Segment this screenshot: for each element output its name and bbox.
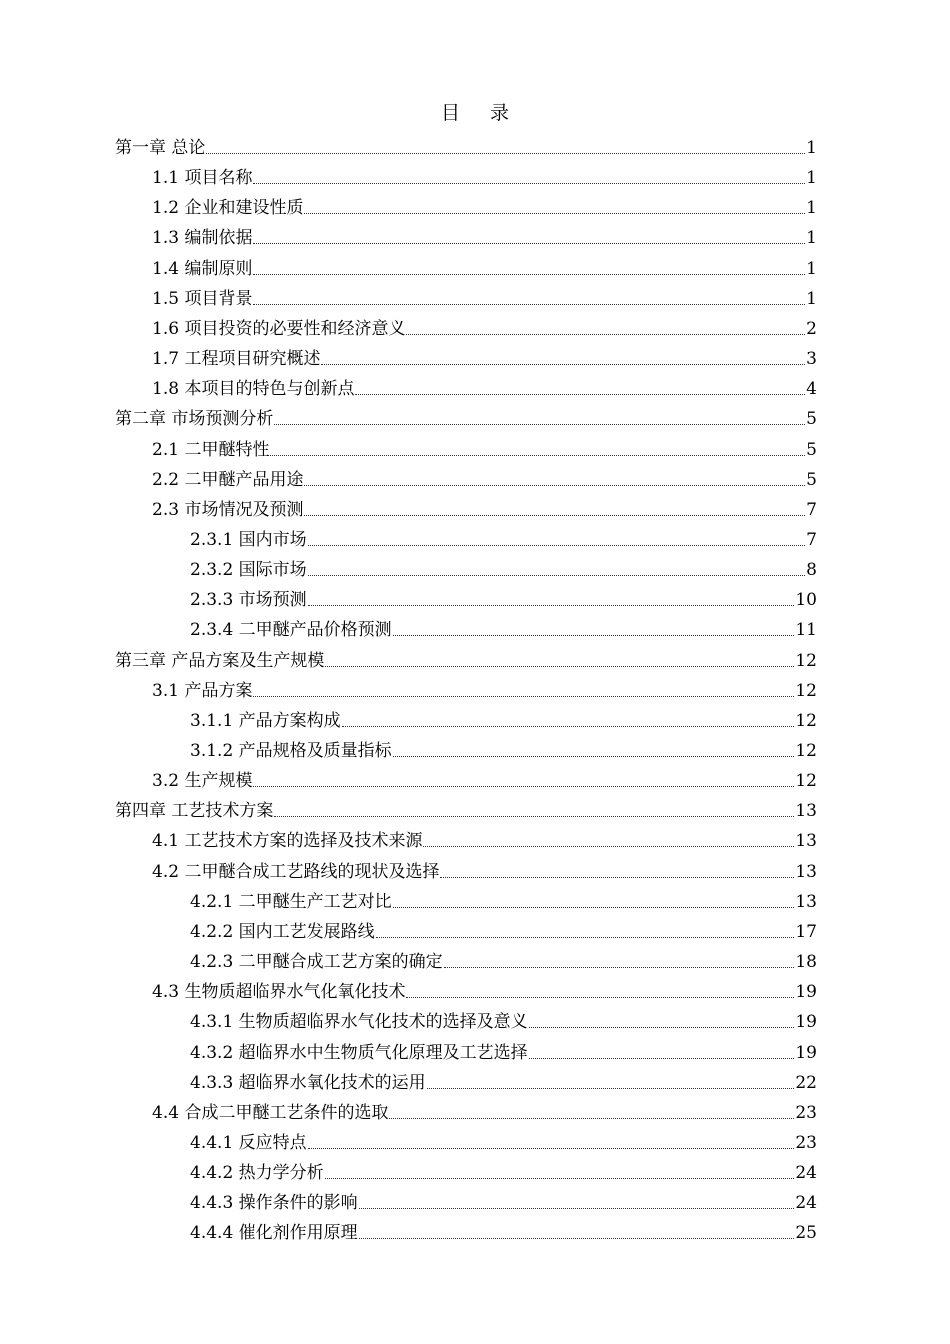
- toc-dot-leader: [406, 334, 805, 335]
- toc-entry-page-number: 7: [806, 499, 817, 520]
- toc-dot-leader: [393, 756, 795, 757]
- toc-entry-label: 2.2 二甲醚产品用途: [152, 469, 304, 490]
- toc-dot-leader: [304, 213, 805, 214]
- toc-entry[interactable]: [152, 826, 817, 852]
- toc-entry-page-number: 1: [806, 168, 817, 189]
- toc-entry[interactable]: [152, 435, 817, 461]
- toc-dot-leader: [325, 1178, 795, 1179]
- toc-entry[interactable]: [190, 887, 817, 913]
- toc-dot-leader: [342, 726, 795, 727]
- toc-entry[interactable]: [115, 796, 817, 822]
- toc-dot-leader: [253, 786, 794, 787]
- toc-dot-leader: [359, 1208, 795, 1209]
- toc-dot-leader: [423, 846, 794, 847]
- toc-entry[interactable]: [190, 1188, 817, 1214]
- toc-entry[interactable]: [152, 314, 817, 340]
- toc-dot-leader: [376, 937, 795, 938]
- toc-dot-leader: [270, 455, 805, 456]
- toc-entry-label: 3.1.2 产品规格及质量指标: [190, 741, 392, 761]
- toc-entry-label: 1.4 编制原则: [152, 258, 253, 279]
- toc-dot-leader: [274, 816, 794, 817]
- toc-entry-page-number: 2: [806, 318, 817, 339]
- toc-entry-page-number: 19: [795, 1042, 817, 1063]
- toc-entry-page-number: 12: [795, 650, 817, 671]
- toc-entry[interactable]: [152, 857, 817, 883]
- toc-entry-page-number: 1: [806, 138, 817, 158]
- toc-dot-leader: [325, 666, 794, 667]
- toc-dot-leader: [253, 304, 805, 305]
- toc-entry-page-number: 11: [795, 620, 817, 641]
- toc-entry[interactable]: [190, 947, 817, 973]
- toc-entry[interactable]: [190, 555, 817, 581]
- toc-entry-label: 第四章 工艺技术方案: [115, 801, 274, 822]
- toc-entry[interactable]: [152, 163, 817, 189]
- toc-dot-leader: [393, 907, 795, 908]
- toc-dot-leader: [444, 967, 795, 968]
- toc-entry-page-number: 13: [795, 801, 817, 822]
- toc-dot-leader: [359, 1238, 795, 1239]
- toc-entry-label: 4.2.1 二甲醚生产工艺对比: [190, 891, 392, 912]
- toc-entry-page-number: 8: [806, 560, 817, 581]
- toc-entry[interactable]: [190, 1158, 817, 1184]
- toc-entry-label: 第二章 市场预测分析: [115, 409, 274, 430]
- toc-entry-page-number: 7: [806, 529, 817, 550]
- toc-entry-label: 4.3 生物质超临界水气化氧化技术: [152, 982, 406, 1003]
- toc-entry-page-number: 12: [795, 741, 817, 761]
- toc-entry-page-number: 5: [806, 409, 817, 430]
- toc-entry-page-number: 10: [795, 590, 817, 611]
- toc-entry[interactable]: [190, 736, 817, 762]
- toc-entry-label: 2.3.3 市场预测: [190, 590, 307, 611]
- toc-entry-page-number: 24: [795, 1193, 817, 1214]
- toc-entry-label: 4.4.3 操作条件的影响: [190, 1193, 358, 1214]
- toc-dot-leader: [274, 424, 805, 425]
- toc-entry[interactable]: [152, 254, 817, 280]
- toc-dot-leader: [321, 364, 805, 365]
- toc-entry-page-number: 25: [795, 1223, 817, 1244]
- toc-entry-label: 3.2 生产规模: [152, 771, 253, 792]
- toc-entry-label: 2.3.1 国内市场: [190, 529, 307, 550]
- toc-dot-leader: [304, 515, 805, 516]
- toc-entry-page-number: 12: [795, 680, 817, 701]
- toc-dot-leader: [253, 696, 794, 697]
- toc-entry-label: 4.4.4 催化剂作用原理: [190, 1223, 358, 1244]
- toc-entry[interactable]: [152, 193, 817, 219]
- toc-entry-page-number: 12: [795, 771, 817, 792]
- toc-entry[interactable]: [190, 917, 817, 943]
- toc-dot-leader: [206, 153, 805, 154]
- toc-entry[interactable]: [190, 1007, 817, 1033]
- toc-entry-page-number: 22: [795, 1072, 817, 1093]
- toc-entry[interactable]: [152, 223, 817, 249]
- toc-entry-page-number: 1: [806, 288, 817, 309]
- toc-entry-label: 2.3.2 国际市场: [190, 560, 307, 581]
- toc-entry[interactable]: [152, 495, 817, 521]
- toc-entry-label: 4.2 二甲醚合成工艺路线的现状及选择: [152, 861, 440, 882]
- toc-dot-leader: [440, 877, 794, 878]
- toc-entry-label: 4.2.3 二甲醚合成工艺方案的确定: [190, 952, 443, 973]
- toc-entry[interactable]: [152, 676, 817, 702]
- toc-entry-page-number: 3: [806, 349, 817, 370]
- toc-entry[interactable]: [152, 284, 817, 310]
- toc-entry[interactable]: [152, 374, 817, 400]
- toc-entry-label: 1.6 项目投资的必要性和经济意义: [152, 318, 406, 339]
- toc-entry-label: 4.3.1 生物质超临界水气化技术的选择及意义: [190, 1012, 528, 1033]
- toc-dot-leader: [308, 605, 795, 606]
- toc-entry[interactable]: [190, 585, 817, 611]
- toc-entry-label: 4.4 合成二甲醚工艺条件的选取: [152, 1102, 389, 1123]
- toc-dot-leader: [393, 635, 795, 636]
- toc-entry-page-number: 23: [795, 1102, 817, 1123]
- toc-dot-leader: [308, 1148, 795, 1149]
- toc-dot-leader: [406, 997, 794, 998]
- toc-entry[interactable]: [152, 344, 817, 370]
- toc-entry-page-number: 5: [806, 439, 817, 460]
- toc-entry-label: 2.3 市场情况及预测: [152, 499, 304, 520]
- toc-entry[interactable]: [190, 615, 817, 641]
- toc-entry-page-number: 19: [795, 1012, 817, 1033]
- toc-entry-label: 2.1 二甲醚特性: [152, 439, 270, 460]
- toc-entry-label: 1.2 企业和建设性质: [152, 198, 304, 219]
- toc-entry[interactable]: [115, 646, 817, 672]
- toc-entry-label: 第一章 总论: [115, 138, 206, 158]
- toc-entry-page-number: 4: [806, 379, 817, 400]
- toc-entry-page-number: 5: [806, 469, 817, 490]
- toc-dot-leader: [304, 485, 805, 486]
- toc-entry-page-number: 1: [806, 258, 817, 279]
- toc-entry-label: 1.8 本项目的特色与创新点: [152, 379, 355, 400]
- toc-entry[interactable]: [152, 766, 817, 792]
- toc-entry[interactable]: [152, 465, 817, 491]
- toc-dot-leader: [253, 243, 805, 244]
- toc-entry[interactable]: [115, 133, 817, 159]
- toc-dot-leader: [389, 1118, 794, 1119]
- toc-entry[interactable]: [190, 706, 817, 732]
- toc-entry[interactable]: [115, 404, 817, 430]
- toc-entry-page-number: 1: [806, 198, 817, 219]
- toc-entry-page-number: 24: [795, 1163, 817, 1184]
- toc-entry-page-number: 13: [795, 861, 817, 882]
- toc-dot-leader: [529, 1058, 795, 1059]
- toc-entry-label: 4.3.2 超临界水中生物质气化原理及工艺选择: [190, 1042, 528, 1063]
- toc-entry-page-number: 23: [795, 1132, 817, 1153]
- toc-entry-label: 4.4.2 热力学分析: [190, 1163, 324, 1184]
- toc-entry-label: 2.3.4 二甲醚产品价格预测: [190, 620, 392, 641]
- toc-entry[interactable]: [190, 525, 817, 551]
- toc-dot-leader: [529, 1027, 795, 1028]
- toc-entry-label: 第三章 产品方案及生产规模: [115, 650, 325, 671]
- toc-entry-label: 4.3.3 超临界水氧化技术的运用: [190, 1072, 426, 1093]
- toc-dot-leader: [253, 274, 805, 275]
- toc-entry[interactable]: [190, 1128, 817, 1154]
- toc-entry[interactable]: [190, 1218, 817, 1244]
- toc-entry-page-number: 12: [795, 710, 817, 731]
- toc-entry-label: 4.4.1 反应特点: [190, 1132, 307, 1153]
- toc-entry[interactable]: [190, 1068, 817, 1094]
- toc-dot-leader: [308, 545, 806, 546]
- toc-title: 目 录: [440, 102, 522, 124]
- toc-dot-leader: [308, 575, 806, 576]
- toc-entry[interactable]: [152, 977, 817, 1003]
- toc-entry-page-number: 18: [795, 952, 817, 973]
- toc-entry-label: 4.1 工艺技术方案的选择及技术来源: [152, 831, 423, 852]
- toc-entry-label: 1.3 编制依据: [152, 228, 253, 249]
- toc-entry-label: 4.2.2 国内工艺发展路线: [190, 921, 375, 942]
- toc-entry-page-number: 13: [795, 891, 817, 912]
- toc-entry-page-number: 19: [795, 982, 817, 1003]
- toc-entry-label: 1.5 项目背景: [152, 288, 253, 309]
- toc-entry-label: 1.1 项目名称: [152, 168, 253, 189]
- toc-entry-label: 3.1 产品方案: [152, 680, 253, 701]
- toc-entry-page-number: 17: [795, 921, 817, 942]
- toc-entry[interactable]: [190, 1038, 817, 1064]
- toc-dot-leader: [253, 183, 805, 184]
- toc-entry-label: 3.1.1 产品方案构成: [190, 710, 341, 731]
- toc-entry[interactable]: [152, 1098, 817, 1124]
- toc-entry-label: 1.7 工程项目研究概述: [152, 349, 321, 370]
- toc-entry-page-number: 1: [806, 228, 817, 249]
- toc-dot-leader: [355, 394, 805, 395]
- toc-entry-page-number: 13: [795, 831, 817, 852]
- toc-dot-leader: [427, 1088, 795, 1089]
